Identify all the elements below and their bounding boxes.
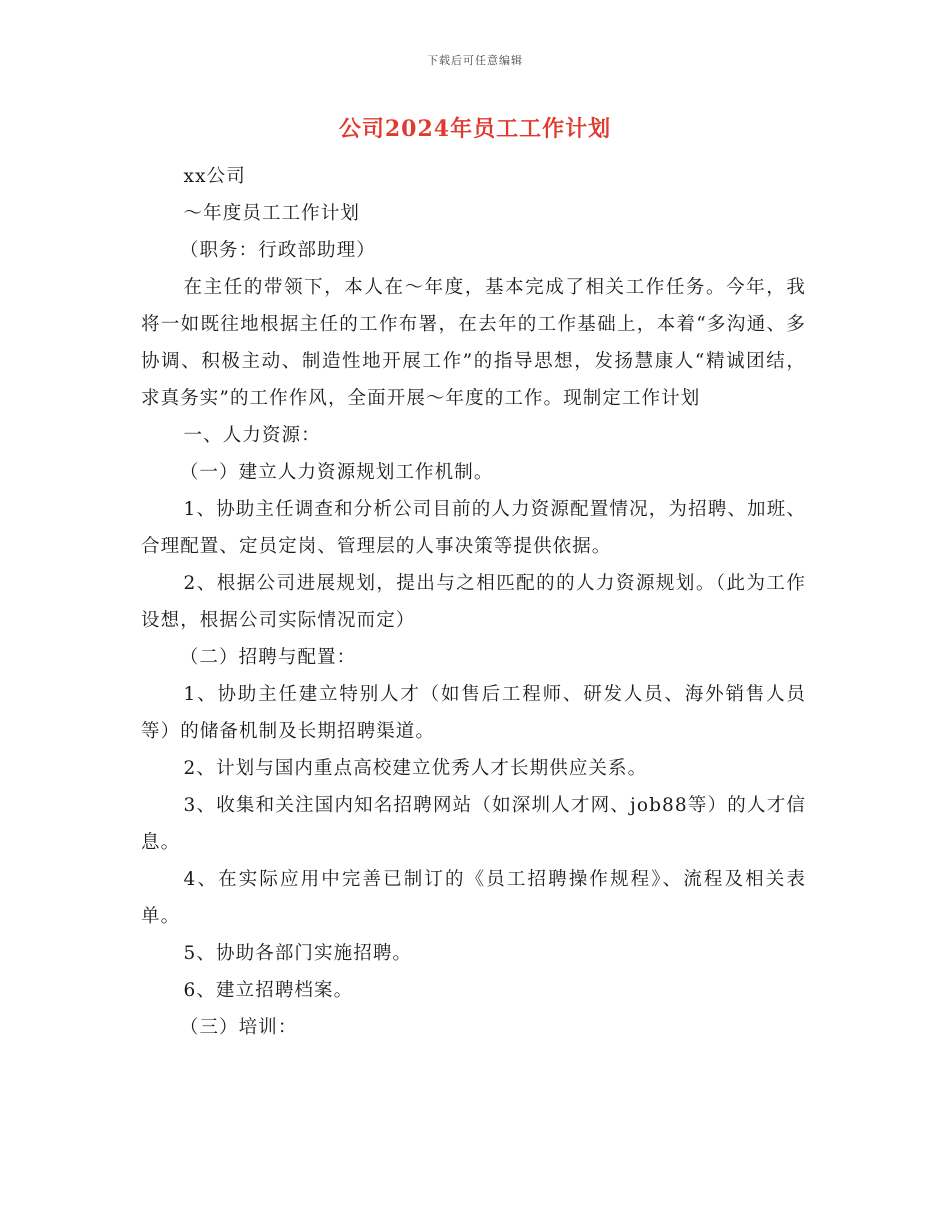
position-line: （职务：行政部助理）	[179, 240, 376, 261]
list-item: 1、协助主任建立特别人才（如售后工程师、研发人员、海外销售人员等）的储备机制及长期招聘渠道。	[141, 684, 806, 742]
subsection-heading-3: （三）培训：	[179, 1017, 298, 1038]
document-body	[141, 158, 806, 1046]
list-item: 3、收集和关注国内知名招聘网站（如深圳人才网、job88等）的人才信息。	[141, 795, 806, 853]
document-title: 公司2024年员工工作计划	[338, 116, 612, 142]
intro-paragraph: 在主任的带领下，本人在～年度，基本完成了相关工作任务。今年，我将一如既往地根据主任的工作布署，在去年的工作基础上，本着“多沟通、多协调、积极主动、制造性地开展工作”的指导思想，发扬慧康人“精诚团结，求真务实”的工作作风，全面开展～年度的工作。现制定工作计划	[141, 277, 806, 409]
list-item: 6、建立招聘档案。	[183, 980, 354, 1001]
header-note: 下载后可任意编辑	[427, 54, 523, 67]
subsection-heading-1: （一）建立人力资源规划工作机制。	[179, 462, 494, 483]
list-item: 4、在实际应用中完善已制订的《员工招聘操作规程》、流程及相关表单。	[141, 869, 806, 927]
subsection-heading-2: （二）招聘与配置：	[179, 647, 357, 668]
list-item: 2、根据公司进展规划，提出与之相匹配的的人力资源规划。（此为工作设想，根据公司实际情况而定）	[141, 573, 806, 631]
company-line: xx公司	[183, 166, 246, 187]
list-item: 2、计划与国内重点高校建立优秀人才长期供应关系。	[183, 758, 648, 779]
plan-subtitle: ～年度员工工作计划	[183, 203, 360, 224]
list-item: 1、协助主任调查和分析公司目前的人力资源配置情况，为招聘、加班、合理配置、定员定岗、管理层的人事决策等提供依据。	[141, 499, 806, 557]
list-item: 5、协助各部门实施招聘。	[183, 943, 413, 964]
section-heading-hr: 一、人力资源：	[183, 425, 321, 446]
